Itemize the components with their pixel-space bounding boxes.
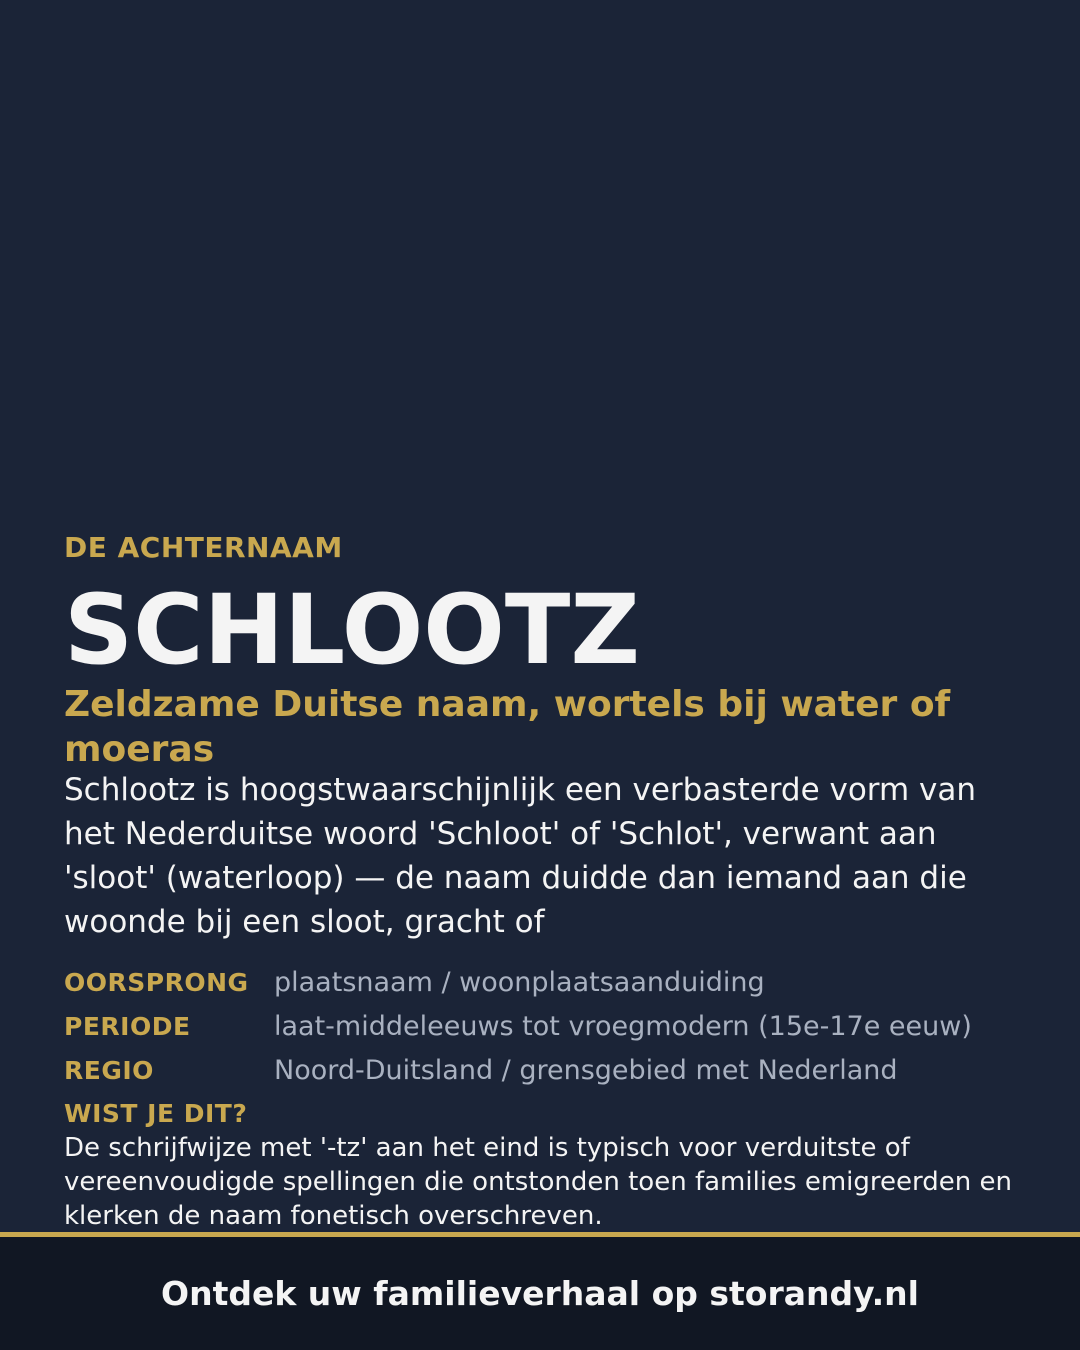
trivia-heading: WIST JE DIT? [64,1099,248,1128]
trivia-text: De schrijfwijze met '-tz' aan het eind is typisch voor verduitste of vereenvoudigde spellingen die ontstonden toen families emigreerden en klerken de naam fonetisch overschreven. [64,1133,1012,1231]
fact-label: OORSPRONG [64,967,249,997]
description-text: Schlootz is hoogstwaarschijnlijk een verbasterde vorm van het Nederduitse woord 'Schloot' of 'Schlot', verwant aan 'sloot' (waterloop) — de naam duidde dan iemand aan die woonde bij een sloot, gracht of [64,772,977,940]
fact-row-period [64,1004,1024,1048]
eyebrow-label: DE ACHTERNAAM [64,531,343,564]
surname-title: SCHLOOTZ [64,574,640,686]
fact-row-region [64,1048,1024,1092]
subtitle: Zeldzame Duitse naam, wortels bij water of moeras [64,684,951,770]
fact-value: plaatsnaam / woonplaatsaanduiding [274,966,765,998]
footer-cta-text: Ontdek uw familieverhaal op storandy.nl [161,1274,919,1313]
fact-value: laat-middeleeuws tot vroegmodern (15e-17e eeuw) [274,1010,972,1042]
fact-label: REGIO [64,1055,154,1085]
facts-list [64,960,1024,1092]
footer-banner [0,1232,1080,1350]
fact-value: Noord-Duitsland / grensgebied met Nederland [274,1054,898,1086]
fact-row-origin [64,960,1024,1004]
fact-label: PERIODE [64,1011,191,1041]
